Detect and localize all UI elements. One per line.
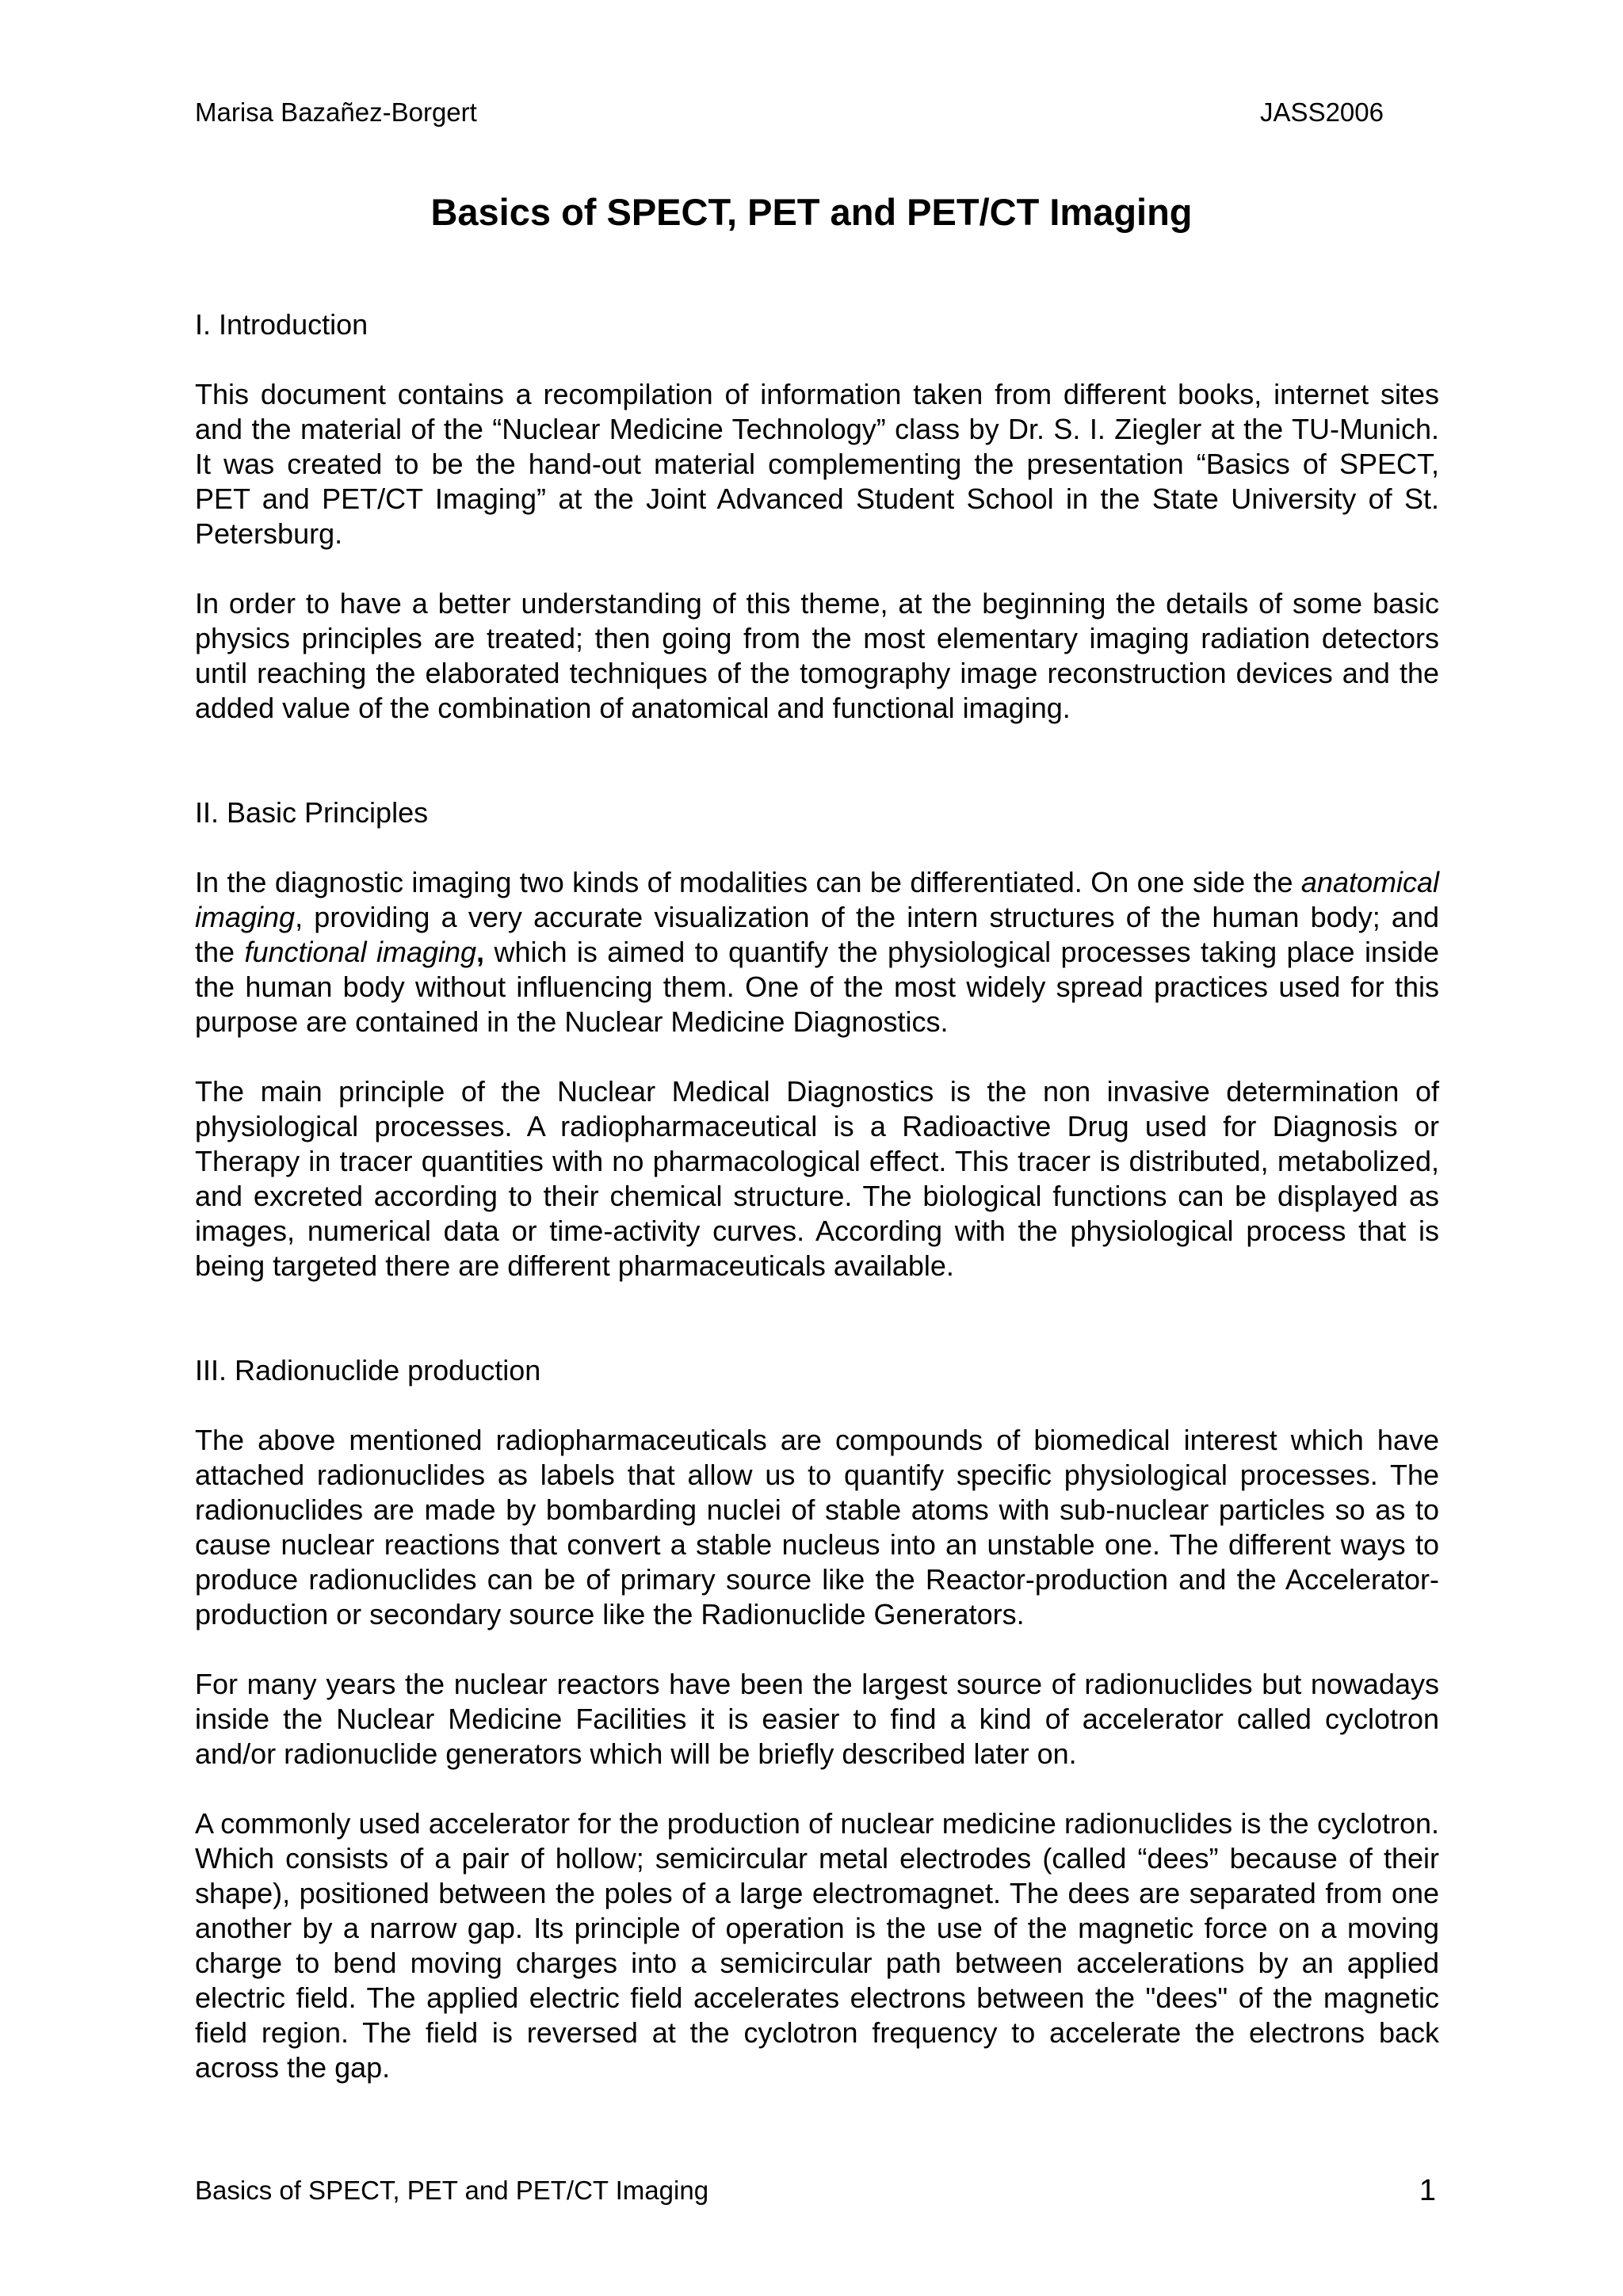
principles-paragraph-1: In the diagnostic imaging two kinds of modalities can be differentiated. On one side the anatomical imaging, providing a very accurate visualization of the intern structures of the human body; and the functional imaging, which is aimed to quantify the physiological processes taking place inside the human body without influencing them. One of the most widely spread practices used for this purpose are contained in the Nuclear Medicine Diagnostics. — [195, 866, 1440, 1038]
page-header — [195, 97, 1431, 128]
header-event: JASS2006 — [1260, 97, 1384, 127]
emphasis-anatomical-imaging: anatomical imaging — [195, 866, 1439, 933]
footer-title: Basics of SPECT, PET and PET/CT Imaging — [195, 2176, 709, 2205]
intro-paragraph-2: In order to have a better understanding of this theme, at the beginning the details of some basic physics principles are treated; then going from the most elementary imaging radiation detectors until reaching the elaborated techniques of the tomography image reconstruction devices and the added value of the combination of anatomical and functional imaging. — [195, 587, 1439, 724]
production-paragraph-1: The above mentioned radiopharmaceuticals are compounds of biomedical interest which have attached radionuclides as labels that allow us to quantify specific physiological processes. The radionuclides are made by bombarding nuclei of stable atoms with sub-nuclear particles so as to cause nuclear reactions that convert a stable nucleus into an unstable one. The different ways to produce radionuclides can be of primary source like the Reactor-production and the Accelerator-production or secondary source like the Radionuclide Generators. — [195, 1424, 1439, 1630]
document-title: Basics of SPECT, PET and PET/CT Imaging — [430, 191, 1193, 233]
production-paragraph-3: A commonly used accelerator for the production of nuclear medicine radionuclides is the cyclotron. Which consists of a pair of hollow; semicircular metal electrodes (called “dees” because of their shape), positioned between the poles of a large electromagnet. The dees are separated from one another by a narrow gap. Its principle of operation is the use of the magnetic force on a moving charge to bend moving charges into a semicircular path between accelerations by an applied electric field. The applied electric field accelerates electrons between the "dees" of the magnetic field region. The field is reversed at the cyclotron frequency to accelerate the electrons back across the gap. — [195, 1807, 1439, 2084]
page-footer — [195, 2175, 1439, 2206]
section-heading-introduction: I. Introduction — [195, 308, 369, 341]
production-paragraph-2: For many years the nuclear reactors have been the largest source of radionuclides but nowadays inside the Nuclear Medicine Facilities it is easier to find a kind of accelerator called cyclotron and/or radionuclide generators which will be briefly described later on. — [195, 1668, 1439, 1770]
document-body — [195, 307, 1439, 2085]
emphasis-functional-imaging: functional imaging — [244, 936, 477, 968]
section-heading-basic-principles: II. Basic Principles — [195, 796, 429, 829]
header-author: Marisa Bazañez-Borgert — [195, 97, 477, 127]
principles-paragraph-2: The main principle of the Nuclear Medical Diagnostics is the non invasive determination of physiological processes. A radiopharmaceutical is a Radioactive Drug used for Diagnosis or Therapy in tracer quantities with no pharmacological effect. This tracer is distributed, metabolized, and excreted according to their chemical structure. The biological functions can be displayed as images, numerical data or time-activity curves. According with the physiological process that is being targeted there are different pharmaceuticals available. — [195, 1075, 1439, 1282]
page-number: 1 — [1419, 2174, 1436, 2207]
intro-paragraph-1: This document contains a recompilation of information taken from different books, internet sites and the material of the “Nuclear Medicine Technology” class by Dr. S. I. Ziegler at the TU-Munich. It was created to be the hand-out material complementing the presentation “Basics of SPECT, PET and PET/CT Imaging” at the Joint Advanced Student School in the State University of St. Petersburg. — [195, 378, 1439, 550]
section-heading-radionuclide-production: III. Radionuclide production — [195, 1354, 541, 1386]
